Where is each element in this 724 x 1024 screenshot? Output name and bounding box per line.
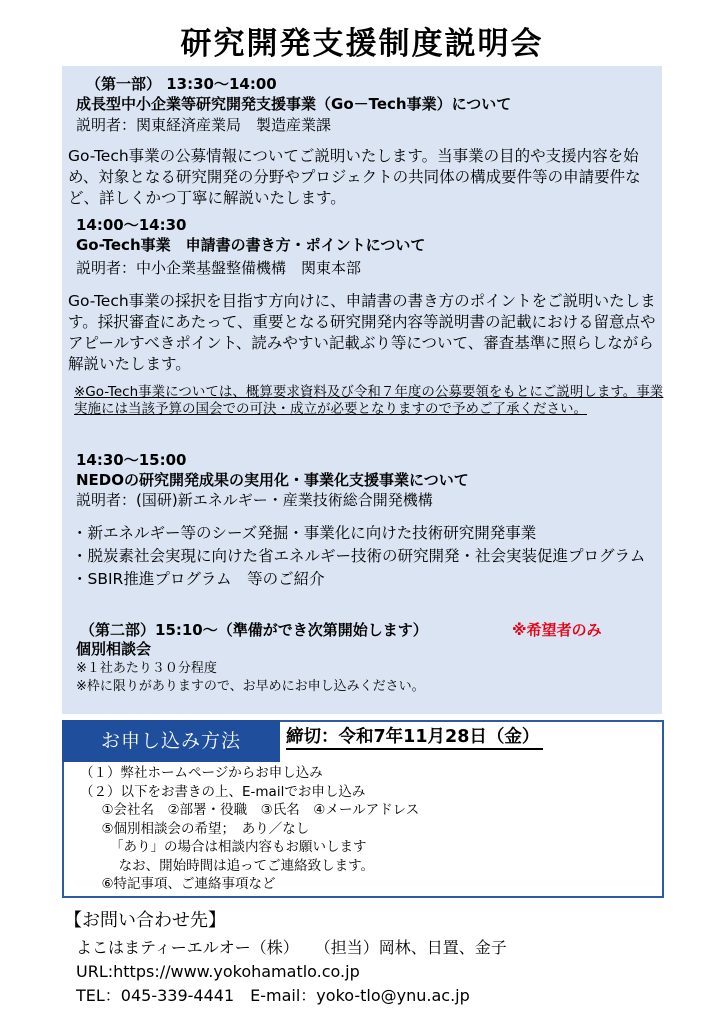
list-item: ①会社名 ②部署・役職 ③氏名 ④メールアドレス: [80, 802, 420, 818]
session2-heading: Go-Tech事業 申請書の書き方・ポイントについて: [76, 236, 426, 254]
application-method-tab: お申し込み方法: [62, 720, 280, 762]
part2-heading: 個別相談会: [76, 640, 152, 658]
contact-url-link[interactable]: URL:https://www.yokohamatlo.co.jp: [76, 962, 360, 981]
part2-note-duration: ※１社あたり３０分程度: [76, 661, 217, 676]
list-item: （１）弊社ホームページからお申し込み: [80, 765, 323, 781]
list-item: ・新エネルギー等のシーズ発掘・事業化に向けた技術研究開発事業: [72, 524, 537, 542]
contact-organization: よこはまティーエルオー（株） （担当）岡林、日置、金子: [76, 938, 507, 957]
contact-info: [76, 936, 696, 1008]
contact-phone-email[interactable]: TEL：045-339-4441 E-mail：yoko-tlo@ynu.ac.jp: [76, 986, 470, 1005]
session3-presenter: 説明者：(国研)新エネルギー・産業技術総合開発機構: [76, 491, 433, 509]
list-item: ⑤個別相談会の希望； あり／なし: [80, 820, 310, 837]
session2-description: Go-Tech事業の採択を目指す方向けに、申請書の書き方のポイントをご説明いたします。採択審査にあたって、重要となる研究開発内容等説明書の記載における留意点やアピールすべきポイント、読みやすい記載ぶり等について、審査基準に照らしながら解説いたします。: [68, 292, 656, 373]
application-instructions: [80, 764, 660, 894]
part1-description: Go-Tech事業の公募情報についてご説明いたします。当事業の目的や支援内容を始め、対象となる研究開発の分野やプロジェクトの共同体の構成要件等の申請要件など、詳しくかつ丁寧に解説いたします。: [68, 147, 641, 207]
part1-presenter: 説明者：関東経済産業局 製造産業課: [76, 116, 332, 134]
list-item: 「あり」の場合は相談内容もお願いします: [80, 839, 367, 855]
part2-time: （第二部）15:10～（準備ができ次第開始します）: [80, 621, 428, 639]
list-item: ・SBIR推進プログラム 等のご紹介: [72, 570, 325, 588]
part1-time: （第一部） 13:30～14:00: [86, 75, 277, 93]
list-item: なお、開始時間は追ってご連絡致します。: [80, 857, 375, 874]
part2-note-limited: ※枠に限りがありますので、お早めにお申し込みください。: [76, 679, 425, 694]
applicants-only-label: ※希望者のみ: [512, 621, 602, 639]
session3-heading: NEDOの研究開発成果の実用化・事業化支援事業について: [76, 471, 469, 489]
list-item: ⑥特記事項、ご連絡事項など: [80, 876, 276, 892]
contact-heading: 【お問い合わせ先】: [64, 910, 226, 931]
page-title: 研究開発支援制度説明会: [180, 26, 544, 62]
session2-presenter: 説明者：中小企業基盤整備機構 関東本部: [76, 259, 362, 277]
session2-time: 14:00～14:30: [76, 216, 187, 234]
session3-topic-list: [72, 522, 662, 591]
session2-note: ※Go-Tech事業については、概算要求資料及び令和７年度の公募要領をもとにご説明します。事業実施には当該予算の国会での可決・成立が必要となりますので予めご了承ください。: [74, 384, 664, 417]
list-item: （２）以下をお書きの上、E-mailでお申し込み: [80, 783, 366, 800]
list-item: ・脱炭素社会実現に向けた省エネルギー技術の研究開発・社会実装促進プログラム: [72, 547, 646, 565]
part1-heading: 成長型中小企業等研究開発支援事業（Go－Tech事業）について: [76, 95, 512, 113]
session3-time: 14:30～15:00: [76, 451, 187, 469]
deadline-label: 締切：令和7年11月28日（金）: [286, 726, 543, 750]
